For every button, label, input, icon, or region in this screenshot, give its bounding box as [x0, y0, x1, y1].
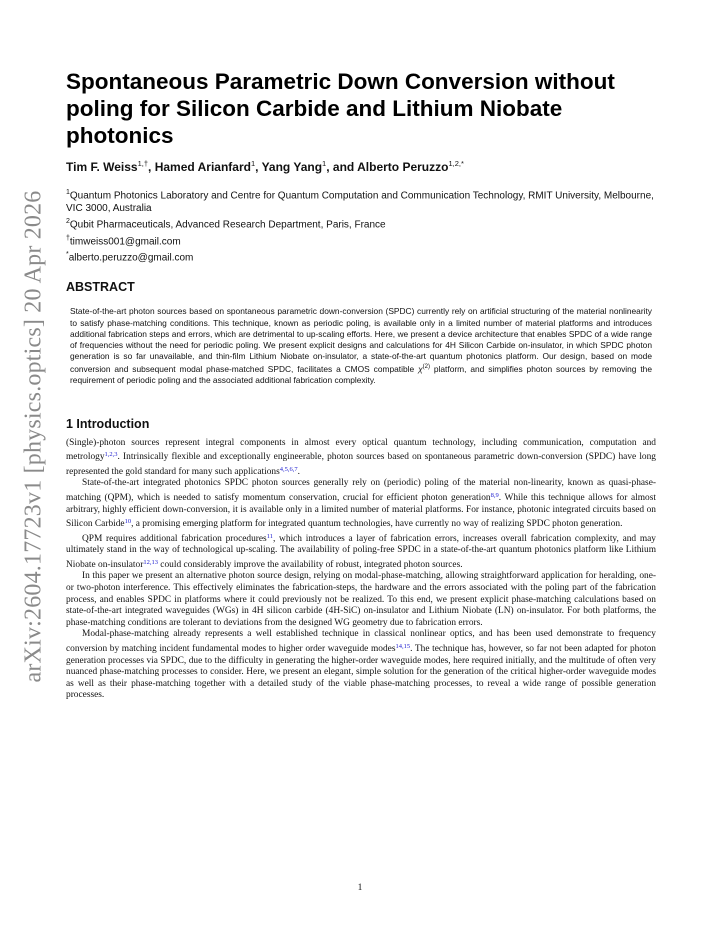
arxiv-identifier: arXiv:2604.17723v1 [physics.optics] 20 Apr 2026 — [20, 189, 47, 683]
abstract-body — [70, 306, 652, 386]
paragraph-text: QPM requires additional fabrication procedures — [82, 533, 267, 544]
paragraph-text: State-of-the-art integrated photonics SPDC photon sources generally rely on (periodic) poling of the material non-linearity, known as quasi-phase-matching (QPM), which is needed to satisfy momentum conservation, crucial for efficient photon generation — [66, 478, 656, 503]
author-affiliation-mark: 1 — [250, 159, 256, 168]
page-number: 1 — [357, 883, 363, 893]
citation-link[interactable]: 1,2,3 — [104, 451, 118, 459]
author-affiliation-mark: 1,† — [137, 159, 149, 168]
introduction-body — [66, 438, 656, 702]
paragraph-text: . Intrinsically flexible and exceptionally engineerable, photon sources based on spontaneous parametric down-conversion (SPDC) have long represented the gold standard for many such applications — [66, 452, 656, 477]
author-name: Yang Yang — [261, 160, 323, 174]
abstract-heading: ABSTRACT — [66, 280, 135, 295]
author-name: and Alberto Peruzzo — [332, 160, 449, 174]
abstract-text: State-of-the-art photon sources based on spontaneous parametric down-conversion (SPDC) currently rely on artificial structuring of the material nonlinearity to satisfy phase-matching conditions. This technique, known as periodic poling, is available only in a limited number of material platforms and introduces additional fabrication steps and errors, which are detrimental to up-scaling efforts. Here, we present a device architecture that enables SPDC of a wide range of frequencies without the need for periodic poling. We present explicit designs and calculations for 4H Silicon Carbide on-insulator, in which SPDC photon generation is so far unavailable, and thin-film Lithium Niobate on-insulator, a state-of-the-art quantum photonics platform. Our design, based on mode conversion and subsequent modal phase-matched SPDC, facilitates a CMOS compatible — [70, 306, 652, 375]
affiliation-item — [66, 248, 656, 264]
chi-order: (2) — [422, 364, 430, 371]
paragraph-text: . — [297, 466, 300, 477]
paragraph-text: could considerably improve the availability of robust, integrated photon sources. — [157, 559, 463, 570]
paragraph-text: (Single)-photon sources represent integral components in almost every optical quantum technology, including communication, computation and metrology — [66, 437, 656, 463]
author-affiliation-mark: 1,2,* — [448, 159, 464, 168]
affiliation-item — [66, 186, 656, 215]
paragraph — [66, 438, 656, 479]
affiliation-mark: * — [66, 250, 69, 258]
author-affiliation-mark: 1 — [322, 159, 327, 168]
paragraph-text: , a promising emerging platform for integrated quantum technologies, have currently no way of realizing SPDC photon generation. — [131, 519, 623, 530]
email-text: timweiss001@gmail.com — [69, 235, 181, 247]
paragraph — [66, 478, 656, 530]
paragraph-text: . While this technique allows for almost arbitrary, highly efficient down-conversion, it is available only in a limited number of material platforms. For instance, photonic integrated circuits based on Silicon Carbide — [66, 492, 656, 530]
paragraph-text: , which introduces a layer of fabrication errors, increases overall fabrication complexity, and may ultimately stand in the way of technological up-scaling. The availability of poling-free SPDC in a state-of-the-art quantum photonics platform like Lithium Niobate on-insulator — [66, 533, 656, 570]
affiliation-mark: 1 — [66, 189, 70, 196]
affiliation-text: Quantum Photonics Laboratory and Centre for Quantum Computation and Communication Technology, RMIT University, Melbourne, VIC 3000, Australia — [66, 190, 654, 215]
paragraph — [66, 571, 656, 629]
citation-link[interactable]: 4,5,6,7 — [279, 465, 298, 473]
author-list: Tim F. Weiss$^{1,\dagger}$, Hamed Arianfard$^1$, Yang Yang$^1$, and Alberto Peruzzo$^{1,2,*}$ — [66, 159, 464, 174]
citation-link[interactable]: 8,9 — [490, 491, 499, 499]
citation-link[interactable]: 12,13 — [143, 558, 158, 566]
paragraph-text: Modal-phase-matching already represents a well established technique in classical nonlinear optics, and has been used demonstrate to frequency conversion by matching incident fundamental modes to higher order waveguide modes — [66, 629, 656, 655]
author-name: Tim F. Weiss — [66, 160, 138, 174]
paragraph — [66, 531, 656, 572]
affiliation-item — [66, 215, 656, 231]
paper-page — [66, 68, 656, 702]
paragraph-text: In this paper we present an alternative photon source design, relying on modal-phase-matching, allowing straightforward application for heralding, one- or two-photon interference. This effectively eliminates the fabrication-steps, the hardware and the errors associated with the poling part of the fabrication process, and enables SPDC in platforms where it could previously not be realized. To this end, we present explicit phase-matching calculations based on state-of-the-art integrated waveguides (WGs) in 4H silicon carbide (4H-SiC) on-insulator and Lithium Niobate (LN) on-insulator. For both platforms, the phase-matching conditions are tolerant to deviations from the designed WG geometry due to fabrication errors. — [66, 571, 656, 628]
paper-title: Spontaneous Parametric Down Conversion without poling for Silicon Carbide and Lithium Niobate photonics — [66, 69, 615, 148]
affiliation-item — [66, 232, 656, 248]
section-heading: 1 Introduction — [66, 416, 150, 431]
email-text: alberto.peruzzo@gmail.com — [68, 252, 194, 264]
paragraph — [66, 629, 656, 702]
arxiv-sidebar-stamp — [14, 189, 54, 683]
abstract-text: platform, and simplifies photon sources by removing the requirement of periodic poling and the associated additional fabrication complexity. — [70, 364, 652, 386]
affiliation-list — [66, 186, 656, 264]
affiliation-mark: 2 — [66, 218, 70, 226]
citation-link[interactable]: 14,15 — [395, 643, 411, 651]
affiliation-mark: † — [66, 234, 70, 242]
citation-link[interactable]: 11 — [266, 532, 273, 540]
affiliation-text: Qubit Pharmaceuticals, Advanced Research Department, Paris, France — [69, 219, 386, 231]
chi-symbol: χ — [418, 364, 423, 375]
paragraph-text: . The technique has, however, so far not been adapted for photon generation processes via SPDC, due to the difficulty in generating the higher-order waveguide modes, here required initially, and the multitude of often very nuanced phase-matching processes to consider. Here, we present an elegant, simple solution for the generation of the critical higher-order waveguide modes as well as their phase-matching together with a detailed study of the viable phase-matching processes, to reveal a wide range of possible generation processes. — [66, 644, 656, 701]
citation-link[interactable]: 10 — [124, 518, 132, 526]
author-name: Hamed Arianfard — [154, 160, 251, 174]
